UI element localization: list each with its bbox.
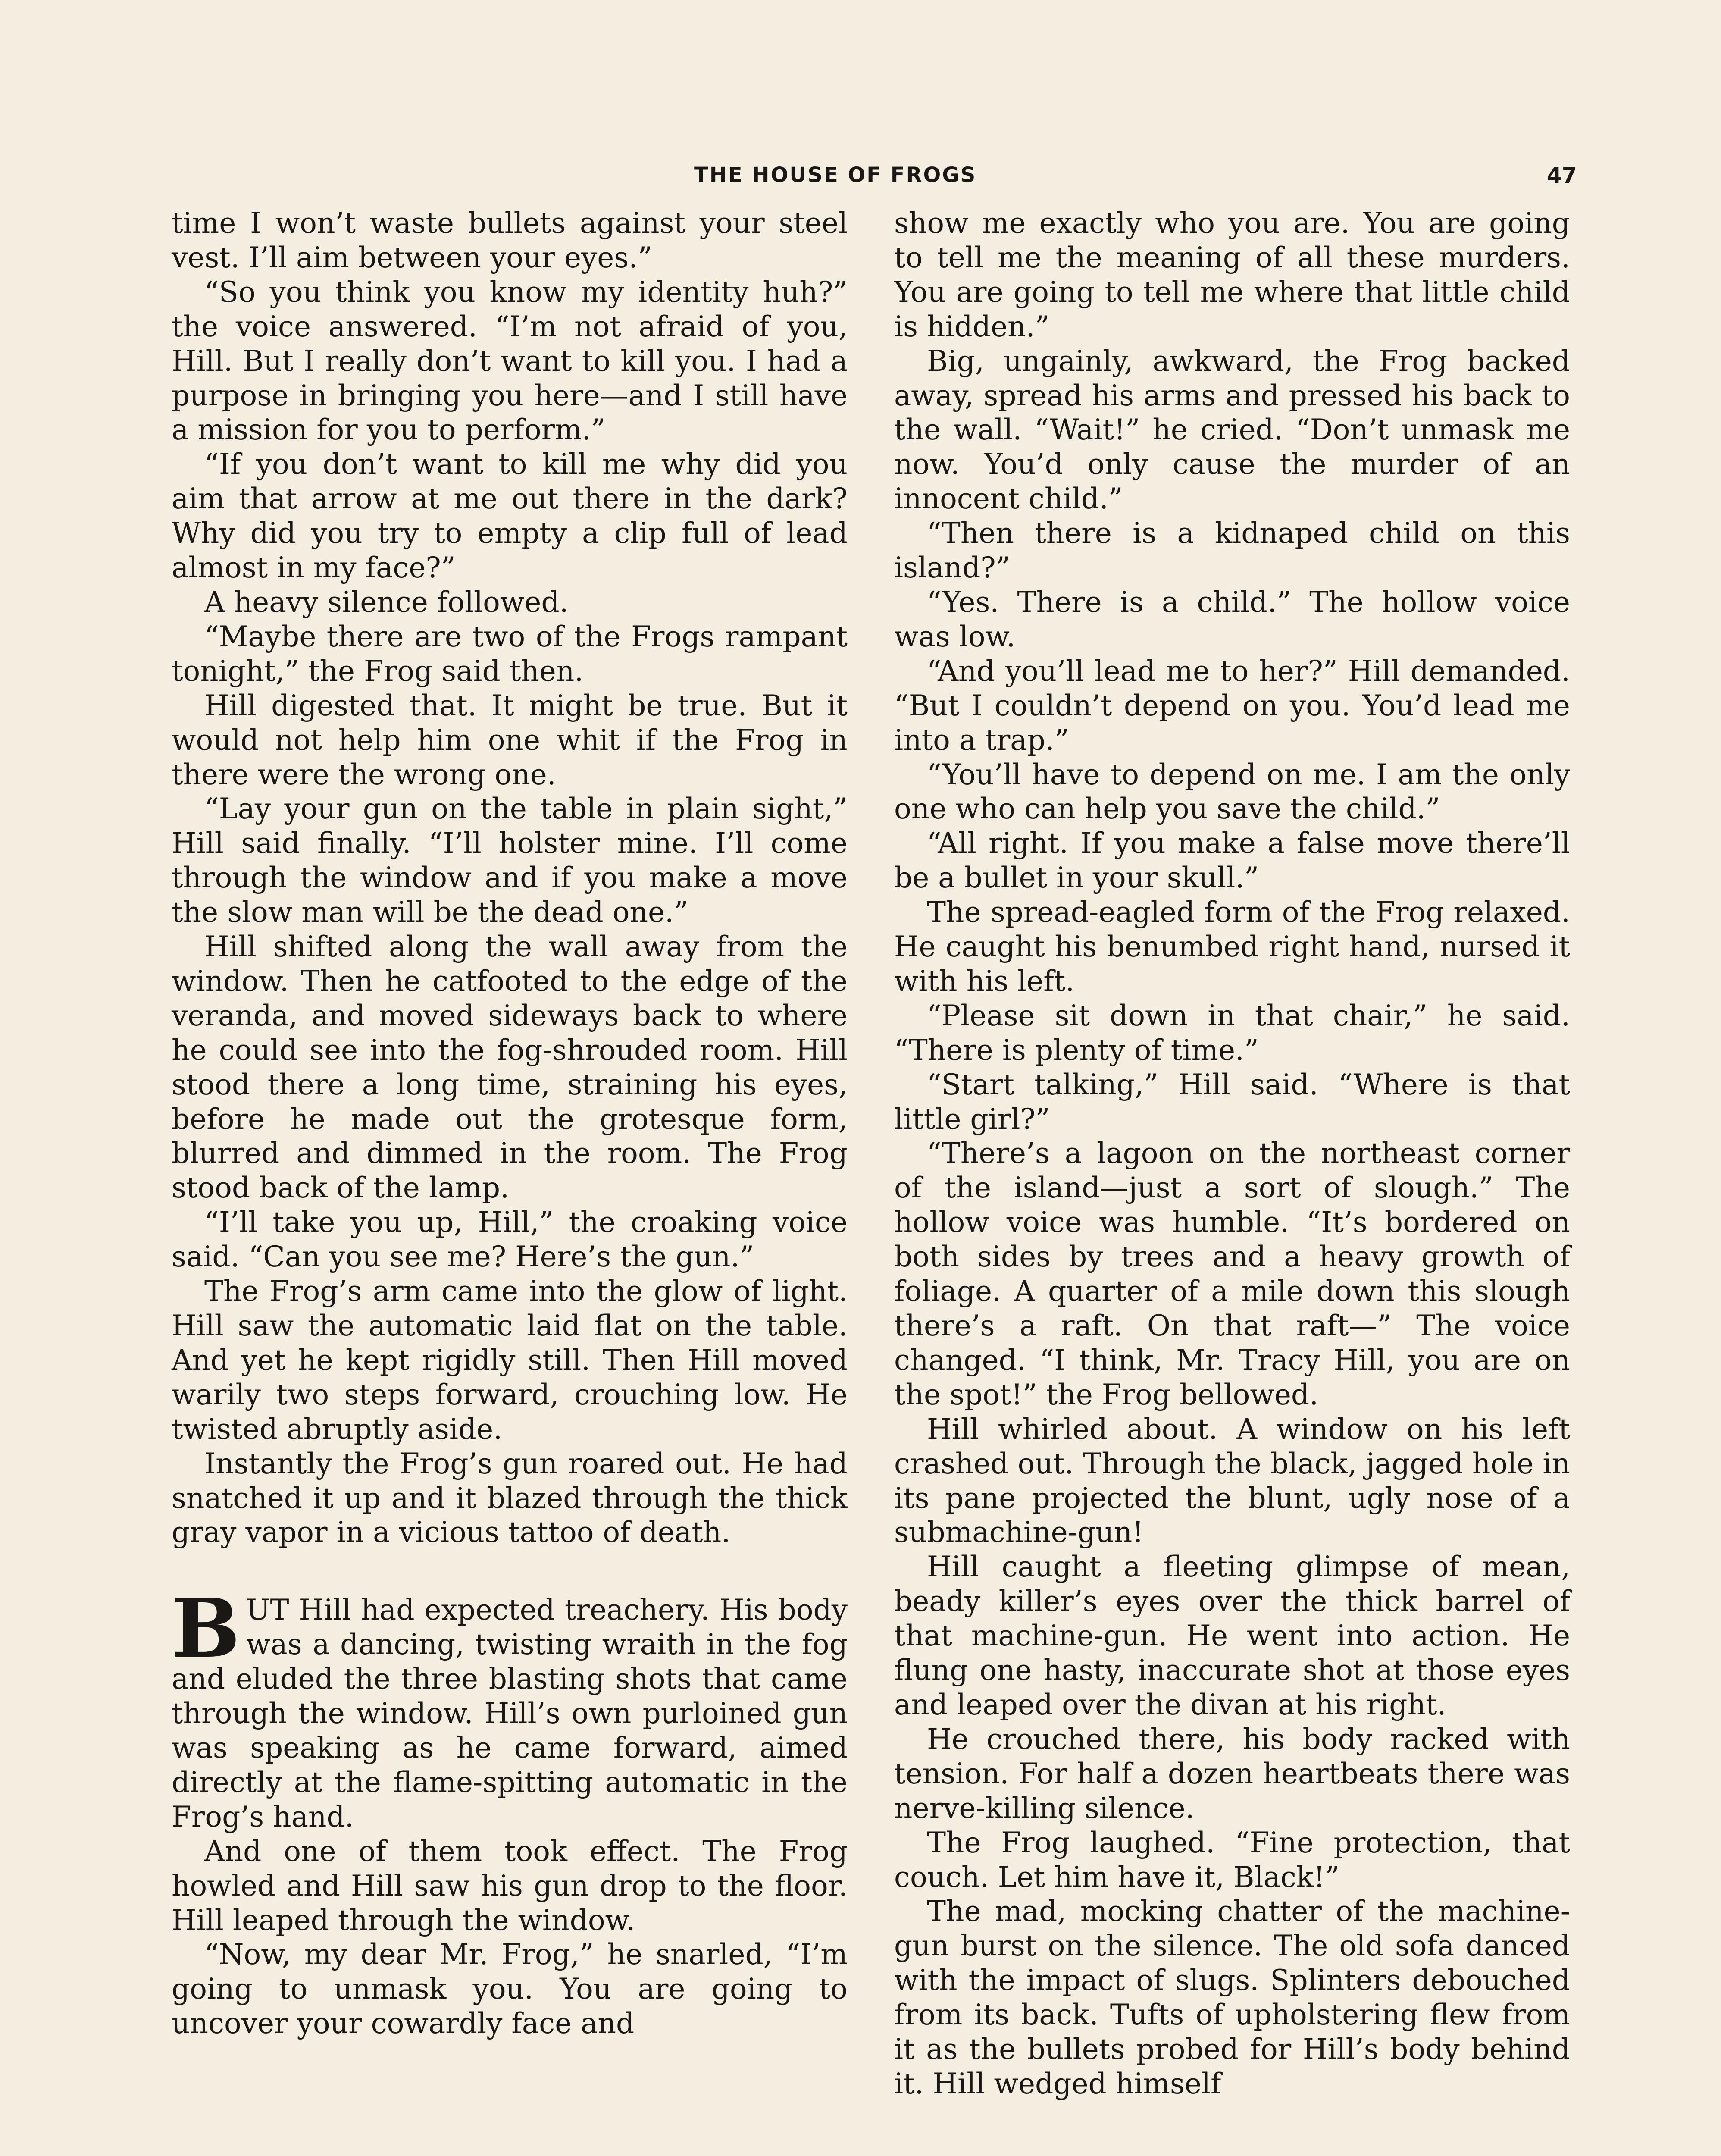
- paragraph: “Now, my dear Mr. Frog,” he snarled, “I’m going to unmask you. You are going to uncover your cowardly face and: [172, 1938, 848, 2040]
- paragraph: “Start talking,” Hill said. “Where is that little girl?”: [894, 1068, 1570, 1136]
- paragraph: Hill whirled about. A window on his left crashed out. Through the black, jagged hole in its pane projected the blunt, ugly nose of a submachine-gun!: [894, 1412, 1570, 1549]
- paragraph: The spread-eagled form of the Frog relaxed. He caught his benumbed right hand, nursed it with his left.: [894, 896, 1570, 998]
- left-column: [172, 206, 848, 2041]
- paragraph: The Frog laughed. “Fine protection, that couch. Let him have it, Black!”: [894, 1826, 1570, 1894]
- paragraph: Hill shifted along the wall away from the window. Then he catfooted to the edge of the veranda, and moved sideways back to where he could see into the fog-shrouded room. Hill stood there a long time, straining his eyes, before he made out the grotesque form, blurred and dimmed in the room. The Frog stood back of the lamp.: [172, 930, 848, 1205]
- page-number: 47: [1547, 163, 1577, 188]
- paragraph: “All right. If you make a false move there’ll be a bullet in your skull.”: [894, 827, 1570, 895]
- right-column: [894, 206, 1570, 2101]
- paragraph: “Then there is a kidnaped child on this island?”: [894, 517, 1570, 585]
- paragraph: Instantly the Frog’s gun roared out. He had snatched it up and it blazed through the thick gray vapor in a vicious tattoo of death.: [172, 1447, 848, 1549]
- paragraph: “You’ll have to depend on me. I am the only one who can help you save the child.”: [894, 758, 1570, 826]
- paragraph: A heavy silence followed.: [204, 585, 569, 619]
- paragraph: Hill digested that. It might be true. But it would not help him one whit if the Frog in there were the wrong one.: [172, 689, 848, 791]
- paragraph: “So you think you know my identity huh?” the voice answered. “I’m not afraid of you, Hill. But I really don’t want to kill you. I had a purpose in bringing you here—and I still have a mission for you to perform.”: [172, 275, 848, 447]
- paragraph: show me exactly who you are. You are going to tell me the meaning of all these murders. You are going to tell me where that little child is hidden.”: [894, 207, 1570, 343]
- paragraph: “Lay your gun on the table in plain sight,” Hill said finally. “I’ll holster mine. I’ll come through the window and if you make a move the slow man will be the dead one.”: [172, 792, 848, 929]
- paragraph: Big, ungainly, awkward, the Frog backed away, spread his arms and pressed his back to the wall. “Wait!” he cried. “Don’t unmask me now. You’d only cause the murder of an innocent child.”: [894, 344, 1570, 516]
- drop-cap: B: [172, 1581, 240, 1677]
- section-first-paragraph: [172, 1581, 848, 1834]
- paragraph: “I’ll take you up, Hill,” the croaking voice said. “Can you see me? Here’s the gun.”: [172, 1206, 848, 1274]
- paragraph: “Yes. There is a child.” The hollow voice was low.: [894, 585, 1570, 653]
- paragraph: “And you’ll lead me to her?” Hill demanded. “But I couldn’t depend on you. You’d lead me into a trap.”: [894, 654, 1570, 757]
- paragraph: “Please sit down in that chair,” he said. “There is plenty of time.”: [894, 999, 1570, 1067]
- paragraph: He crouched there, his body racked with tension. For half a dozen heartbeats there was nerve-killing silence.: [894, 1722, 1570, 1825]
- paragraph: “Maybe there are two of the Frogs rampant tonight,” the Frog said then.: [172, 620, 848, 688]
- paragraph: Hill caught a fleeting glimpse of mean, beady killer’s eyes over the thick barrel of that machine-gun. He went into action. He flung one hasty, inaccurate shot at those eyes and leaped over the divan at his right.: [894, 1550, 1570, 1721]
- paragraph: The mad, mocking chatter of the machine-gun burst on the silence. The old sofa danced with the impact of slugs. Splinters debouched from its back. Tufts of upholstering flew from it as the bullets probed for Hill’s body behind it. Hill wedged himself: [894, 1895, 1570, 2100]
- paragraph: The Frog’s arm came into the glow of light. Hill saw the automatic laid flat on the table. And yet he kept rigidly still. Then Hill moved warily two steps forward, crouching low. He twisted abruptly aside.: [172, 1275, 848, 1446]
- section-first-text: UT Hill had expected treachery. His body was a dancing, twisting wraith in the fog and eluded the three blasting shots that came through the window. Hill’s own purloined gun was speaking as he came forward, aimed directly at the flame-spitting automatic in the Frog’s hand.: [172, 1593, 848, 1833]
- paragraph: time I won’t waste bullets against your steel vest. I’ll aim between your eyes.”: [172, 207, 848, 274]
- paragraph: And one of them took effect. The Frog howled and Hill saw his gun drop to the floor. Hill leaped through the window.: [172, 1834, 848, 1937]
- running-title: THE HOUSE OF FROGS: [694, 163, 977, 187]
- paragraph: “If you don’t want to kill me why did you aim that arrow at me out there in the dark? Why did you try to empty a clip full of lead almost in my face?”: [172, 448, 848, 585]
- paragraph: “There’s a lagoon on the northeast corner of the island—just a sort of slough.” The hollow voice was humble. “It’s bordered on both sides by trees and a heavy growth of foliage. A quarter of a mile down this slough there’s a raft. On that raft—” The voice changed. “I think, Mr. Tracy Hill, you are on the spot!” the Frog bellowed.: [894, 1137, 1570, 1411]
